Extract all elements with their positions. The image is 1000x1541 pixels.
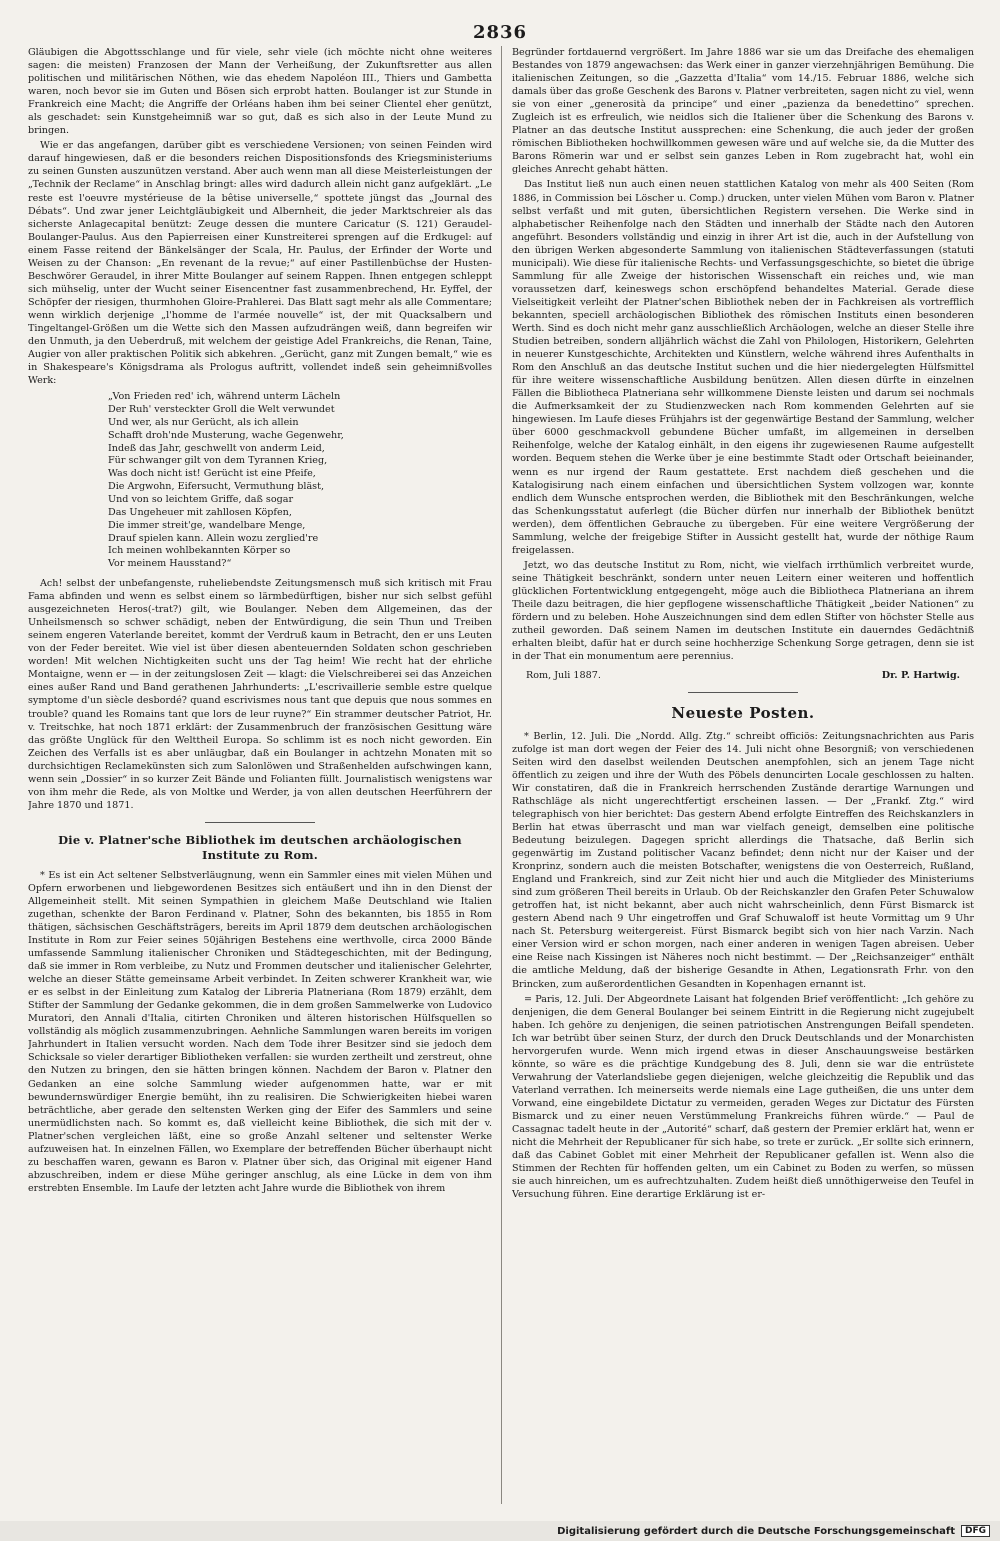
poem-quote — [108, 391, 492, 571]
page-number: 2836 — [472, 22, 528, 43]
poem-line: Indeß das Jahr, geschwellt von anderm Leid, — [108, 442, 325, 454]
section-divider — [205, 822, 315, 823]
section-heading: Die v. Platner'sche Bibliothek im deutschen archäologischen Institute zu Rom. — [58, 832, 462, 862]
paragraph: Jetzt, wo das deutsche Institut zu Rom, nicht, wie vielfach irrthümlich verbreitet wurde, seine Thätigkeit beschränkt, sondern unter neuen Leitern einer weiteren und hoffentlich glücklichen Fortentwicklung entgegengeht, möge auch die Bibliotheca Platneriana an ihrem Theile dazu beitragen, die hier gepflogene wissenschaftliche Thätigkeit „beider Nationen“ zu fördern und zu beleben. Hohe Auszeichnungen sind dem edlen Stifter von höchster Stelle aus zutheil geworden. Daß seinem Namen im deutschen Institute ein dauerndes Gedächtniß erhalten bleibt, dafür hat er durch seine hochherzige Schenkung Sorge getragen, denn sie ist in der That ein monumentum aere perennius. — [512, 559, 974, 663]
poem-line: Was doch nicht ist! Gerücht ist eine Pfeife, — [108, 468, 316, 480]
poem-line: Und von so leichtem Griffe, daß sogar — [108, 493, 294, 505]
dfg-logo-icon: DFG — [961, 1525, 990, 1537]
left-column — [28, 46, 492, 1506]
paragraph: Wie er das angefangen, darüber gibt es verschiedene Versionen; von seinen Feinden wird darauf hingewiesen, daß er die besonders reichen Dispositionsfonds des Kriegsministeriums zu seinen Gunsten auszunützen verstand. Aber auch wenn man all diese Meisterleistungen der „Technik der Reclame“ in Anschlag bringt: alles wird dadurch allein nicht ganz aufgeklärt. „Le reste est l'oeuvre mystérieuse de la bêtise universelle,“ spottete jüngst das „Journal des Débats“. Und zwar jener Leichtgläubigkeit und Albernheit, die jeder Marktschreier als das sicherste Anlagecapital benützt: Zeuge dessen die muntere Caricatur (S. 121) Geraudel-Boulanger-Paulus. Aus den Papierreisen einer Kunstreiterei sprengen auf die Erdkugel: auf einem Fasse reitend der Bänkelsänger der Scala, Hr. Paulus, der Erfinder der Worte und Weisen zu der Chanson: „En revenant de la revue;“ auf einer Pastillenbüchse der Husten-Beschwörer Geraudel, in ihrer Mitte Boulanger auf seinem Rappen. Ihnen entgegen schleppt sich mühselig, unter der Wucht seiner Eisencentner fast zusammenbrechend, Hr. Eyffel, der Schöpfer der riesigen, thurmhohen Gloire-Prahlerei. Das Blatt sagt mehr als alle Commentare; wenn wirklich derjenige „l'homme de l'armée nouvelle“ ist, der mit Quacksalbern und Tingeltangel-Größen um die Wette sich den Massen aufzudrängen weiß, dann begreifen wir den Unmuth, ja den Ueberdruß, mit welchem der geistige Adel Frankreichs, die Renan, Taine, Augier von aller praktischen Politik sich abkehren. „Gerücht, ganz mit Zungen bemalt,“ wie es in Shakespeare's Königsdrama als Prologus auftritt, vollendet indeß sein geheimnißvolles Werk: — [28, 140, 492, 387]
poem-line: Für schwanger gilt von dem Tyrannen Krieg, — [108, 455, 328, 467]
paragraph: * Es ist ein Act seltener Selbstverläugnung, wenn ein Sammler eines mit vielen Mühen und Opfern erworbenen und liebgewordenen Besitzes sich entäußert und ihn in den Dienst der Allgemeinheit stellt. Mit seinen Sympathien in gleichem Maße Deutschland wie Italien zugethan, schenkte der Baron Ferdinand v. Platner, Sohn des bekannten, bis 1855 in Rom thätigen, sächsischen Geschäftsträgers, bereits im April 1879 dem deutschen archäologischen Institute in Rom zur Feier seines 50jährigen Bestehens eine werthvolle, circa 2000 Bände umfassende Sammlung italienischer Chroniken und Städtegeschichten, mit der Bedingung, daß sie immer in Rom verbleibe, zu Nutz und Frommen deutscher und italienischer Gelehrter, welche an dieser Stätte gemeinsame Arbeit verbindet. In Zeiten schwerer Krankheit war, wie er es selbst in der Einleitung zum Katalog der Libreria Platneriana (Rom 1879) erzählt, dem Stifter der Sammlung der Gedanke gekommen, die in dem großen Sammelwerke von Ludovico Muratori, den Annali d'Italia, citirten Chroniken und älteren historischen Hülfsquellen so vollständig als möglich zusammenzubringen. Aehnliche Sammlungen waren bereits im vorigen Jahrhundert in Italien versucht worden. Nach dem Tode ihrer Besitzer sind sie jedoch dem Schicksale so vieler derartiger Bibliotheken verfallen: sie wurden zertheilt und zerstreut, ohne den Nutzen zu bringen, den sie hätten bringen können. Nachdem der Baron v. Platner den Gedanken an eine solche Sammlung wieder aufgenommen hatte, war er mit bewundernswürdiger Energie bemüht, ihn zu realisiren. Die Schwierigkeiten hiebei waren beträchtliche, aber gerade den seltensten Werken ging der Eifer des Sammlers und seine unermüdlichsten nach. So kommt es, daß vielleicht keine Bibliothek, die sich mit der v. Platner'schen vergleichen läßt, eine so große Anzahl seltener und seltenster Werke aufzuweisen hat. In einzelnen Fällen, wo Exemplare der betreffenden Bücher überhaupt nicht zu beschaffen waren, gewann es Baron v. Platner über sich, das Original mit eigener Hand abzuschreiben, indem er diese Mühe geringer anschlug, als eine Lücke in dem von ihm erstrebten Ensemble. Im Laufe der letzten acht Jahre wurde die Bibliothek von ihrem — [28, 869, 492, 1194]
paragraph: Ach! selbst der unbefangenste, ruheliebendste Zeitungsmensch muß sich kritisch mit Frau Fama abfinden und wenn es selbst einem so lärmbedürftigen, bisher nur sich selbst gefühl ausgezeichneten Heros(-trat?) gilt, wie Boulanger. Neben dem Allgemeinen, das der Unheilsmensch so schwer schädigt, neben der Entwürdigung, die sein Thun und Treiben seinem engeren Vaterlande bereitet, kommt der Verdruß kaum in Betracht, den er uns Leuten von der Feder bereitet. Wie viel ist über diesen abenteuernden Soldaten schon geschrieben worden! Mit welchen Nichtigkeiten sucht uns der Tag heim! Wie recht hat der ehrliche Montaigne, wenn er — in der zeitungslosen Zeit — klagt: die Vielschreiberei sei das Anzeichen eines außer Rand und Band gerathenen Jahrhunderts: „L'escrivaillerie semble estre quelque symptome d'un siècle desbordé? quand escrivismes nous tant que depuis que nous sommes en trouble? quand les Romains tant que lors de leur ruyne?“ Ein strammer deutscher Patriot, Hr. v. Treitschke, hat noch 1871 erklärt: der Zusammenbruch der französischen Gesittung wäre das größte Unglück für den Welttheil Europa. So schlimm ist es noch nicht geworden. Ein Zeichen des Verfalls ist es aber unläugbar, daß ein Boulanger in achtzehn Monaten mit so durchsichtigen Reclamekünsten sich zum Salonlöwen und Straßenhelden aufschwingen kann, wenn sein „Dossier“ in so kurzer Zeit Bände und Folianten füllt. Journalistisch wenigstens war von ihm mehr die Rede, als von Moltke und Werder, ja von allen deutschen Heerführern der Jahre 1870 und 1871. — [28, 578, 492, 811]
news-heading: Neueste Posten. — [671, 704, 815, 723]
column-divider — [501, 46, 502, 1504]
paragraph: Das Institut ließ nun auch einen neuen stattlichen Katalog von mehr als 400 Seiten (Rom 1886, in Commission bei Löscher u. Comp.) drucken, unter vielen Mühen vom Baron v. Platner selbst verfaßt und mit guten, übersichtlichen Registern versehen. Die Werke sind in alphabetischer Reihenfolge nach den Städten und innerhalb der Städte nach den Autoren angeführt. Besonders vollständig und einzig in ihrer Art ist die, auch in der Aufstellung von den übrigen Werken abgesonderte Sammlung von italienischen Städteverfassungen (statuti municipali). Wie diese für italienische Rechts- und Verfassungsgeschichte, so bietet die übrige Sammlung für alle Zweige der historischen Wissenschaft ein reiches und, wie man voraussetzen darf, keineswegs schon erschöpfend behandeltes Material. Gerade diese Vielseitigkeit verleiht der Platner'schen Bibliothek neben der in Fachkreisen als vortrefflich bekannten, speciell archäologischen Bibliothek des römischen Instituts einen besonderen Werth. Sind es doch nicht mehr ganz ausschließlich Archäologen, welche an dieser Stelle ihre Studien betreiben, sondern alljährlich wächst die Zahl von Philologen, Historikern, Gelehrten in neuerer Kunstgeschichte, Architekten und Künstlern, welche während ihres Aufenthalts in Rom den Anschluß an das deutsche Institut suchen und die hier niedergelegten Hülfsmittel für ihre weitere wissenschaftliche Ausbildung benützen. Allen diesen dürfte in einzelnen Fällen die Bibliotheca Platneriana sehr willkommene Dienste leisten und darum sei nochmals die Aufmerksamkeit der zu Studienzwecken nach Rom kommenden Gelehrten auf sie hingewiesen. Im Laufe dieses Frühjahrs ist der gegenwärtige Bestand der Sammlung, welcher über 6000 geschmackvoll gebundene Bücher umfaßt, im allgemeinen in derselben Reihenfolge, welche der Katalog einhält, in den eigens ihr zugewiesenen Raume aufgestellt worden. Bequem stehen die Werke über je eine bestimmte Stadt oder Ortschaft beieinander, wenn es nur irgend der Raum gestattete. Erst nachdem dieß geschehen und die Katalogisirung nach einem einfachen und übersichtlichen System vollzogen war, konnte endlich dem Wunsche entsprochen werden, die Bibliothek mit den Beschränkungen, welche das Schenkungsstatut auferlegt (die Bücher dürfen nur innerhalb der Bibliothek benützt werden), dem öffentlichen Gebrauche zu übergeben. Für eine weitere Vergrößerung der Sammlung, welche der freigebige Stifter in Aussicht gestellt hat, wurde der nöthige Raum freigelassen. — [512, 179, 974, 556]
section-divider — [688, 692, 798, 693]
poem-line: Vor meinem Hausstand?“ — [108, 558, 232, 570]
article-signature — [512, 669, 974, 682]
poem-line: Schafft droh'nde Musterung, wache Gegenwehr, — [108, 429, 344, 441]
news-item: = Paris, 12. Juli. Der Abgeordnete Laisant hat folgenden Brief veröffentlicht: „Ich gehöre zu denjenigen, die dem General Boulanger bei seinem Eintritt in die Regierung nicht zugejubelt haben. Ich gehöre zu denjenigen, die seinen patriotischen Anstrengungen Beifall spendeten. Ich war betrübt über seinen Sturz, der durch den Druck Deutschlands und der Monarchisten hervorgerufen wurde. Wenn mich irgend etwas in dieser Anschauungsweise bestärken könnte, so wäre es die prächtige Kundgebung des 8. Juli, denn sie war die entrüstete Verwahrung der Vaterlandsliebe gegen diejenigen, welche gleichzeitig die Republik und das Vaterland verrathen. Ich meinerseits werde niemals eine Lage gutheißen, die uns unter dem Vorwand, eine eingebildete Dictatur zu vermeiden, geraden Weges zur Dictatur des Fürsten Bismarck und zu einer neuen Verstümmelung Frankreichs führen würde.“ — Paul de Cassagnac tadelt heute in der „Autorité“ scharf, daß gestern der Premier erklärt hat, wenn er nicht die Mehrheit der Republicaner für sich habe, so trete er zurück. „Er sollte sich erinnern, daß das Cabinet Goblet mit einer Mehrheit der Republicaner gefallen ist. Wenn also die Stimmen der Rechten für hoffenden gelten, um ein Cabinet zu Boden zu werfen, so müssen sie auch hinreichen, um es aufrechtzuhalten. Zudem heißt dieß unnöthigerweise den Teufel in Versuchung führen. Eine derartige Erklärung ist er- — [512, 993, 974, 1201]
news-item: * Berlin, 12. Juli. Die „Nordd. Allg. Ztg.“ schreibt officiös: Zeitungsnachrichten aus Paris zufolge ist man dort wegen der Feier des 14. Juli nicht ohne Besorgniß; von verschiedenen Seiten wird den daselbst weilenden Deutschen anempfohlen, sich an jenem Tage nicht öffentlich zu zeigen und ihre der Wuth des Pöbels denuncirten Locale geschlossen zu halten. Wir constatiren, daß die in Frankreich herrschenden Zustände derartige Warnungen und Rathschläge als nicht ungerechtfertigt erscheinen lassen. — Der „Frankf. Ztg.“ wird telegraphisch von hier berichtet: Das gestern Abend erfolgte Eintreffen des Reichskanzlers in Berlin hat etwas überrascht und man war vielfach geneigt, demselben eine politische Bedeutung beizulegen. Dagegen spricht allerdings die Thatsache, daß Berlin sich gegenwärtig im Zustand politischer Vacanz befindet; denn nicht nur der Kaiser und der Kronprinz, sondern auch die meisten Botschafter, wenigstens die von Oesterreich, Rußland, England und Frankreich, sind zur Zeit nicht hier und auch die Mitglieder des Ministeriums sind zum größeren Theil bereits in Urlaub. Ob der Reichskanzler den Grafen Peter Schuwalow getroffen hat, ist nicht bekannt, aber auch nicht wahrscheinlich, denn Fürst Bismarck ist gestern Abend nach 9 Uhr eingetroffen und Graf Schuwaloff ist heute Vormittag um 9 Uhr nach St. Petersburg weitergereist. Fürst Bismarck begibt sich von hier nach Varzin. Nach einer Version wird er schon morgen, nach einer anderen in wenigen Tagen abreisen. Ueber eine Reise nach Kissingen ist Näheres noch nicht bestimmt. — Der „Reichsanzeiger“ enthält die amtliche Meldung, daß der bisherige Gesandte in Athen, Legationsrath Frhr. von den Brincken, zum außerordentlichen Gesandten in Kopenhagen ernannt ist. — [512, 730, 974, 990]
footer-text: Digitalisierung gefördert durch die Deutsche Forschungsgemeinschaft — [557, 1525, 955, 1537]
poem-line: Die Argwohn, Eifersucht, Vermuthung bläst, — [108, 481, 325, 493]
poem-line: Die immer streit'ge, wandelbare Menge, — [108, 519, 306, 531]
poem-line: Drauf spielen kann. Allein wozu zerglied're — [108, 532, 319, 544]
poem-line: Und wer, als nur Gerücht, als ich allein — [108, 416, 299, 428]
digitization-footer — [0, 1521, 1000, 1541]
signature-place: Rom, Juli 1887. — [526, 670, 601, 682]
poem-line: Der Ruh' versteckter Groll die Welt verwundet — [108, 404, 335, 416]
signature-author: Dr. P. Hartwig. — [881, 670, 960, 682]
poem-line: Das Ungeheuer mit zahllosen Köpfen, — [108, 506, 292, 518]
right-column — [512, 46, 974, 1506]
poem-line: Ich meinen wohlbekannten Körper so — [108, 545, 291, 557]
paragraph: Gläubigen die Abgottsschlange und für viele, sehr viele (ich möchte nicht ohne weiteres sagen: die meisten) Franzosen der Mann der Verheißung, der Zukunftsretter aus allen politischen und militärischen Nöthen, wie das ehedem Napoléon III., Thiers und Gambetta waren, noch bevor sie im Guten und Bösen sich erprobt hatten. Boulanger ist zur Stunde in Frankreich eine Macht; die Angriffe der Orléans haben ihm bei seiner Clientel eher genützt, als geschadet: sein Kunstgeheimniß war so gut, daß es sich also in der Leute Mund zu bringen. — [28, 47, 492, 137]
paragraph: Begründer fortdauernd vergrößert. Im Jahre 1886 war sie um das Dreifache des ehemaligen Bestandes von 1879 angewachsen: das Werk einer in ganzer vierzehnjährigen Bemühung. Die italienischen Zeitungen, so die „Gazzetta d'Italia“ vom 14./15. Februar 1886, welche sich damals über das große Geschenk des Barons v. Platner verbreiteten, sagen nicht zu viel, wenn sie von einer „generosità da principe“ und einer „pazienza da benedettino“ sprechen. Zugleich ist es erfreulich, wie neidlos sich die Italiener über die Schenkung des Barons v. Platner an das deutsche Institut aussprechen: eine Schenkung, die auch jeder der großen römischen Bibliotheken hochwillkommen gewesen wäre und auf welche sie, da die Mutter des Barons Römerin war und er selbst sein ganzes Leben in Rom zugebracht hat, wohl ein gleiches Anrecht gehabt hätten. — [512, 47, 974, 176]
poem-line: „Von Frieden red' ich, während unterm Lächeln — [108, 391, 341, 403]
